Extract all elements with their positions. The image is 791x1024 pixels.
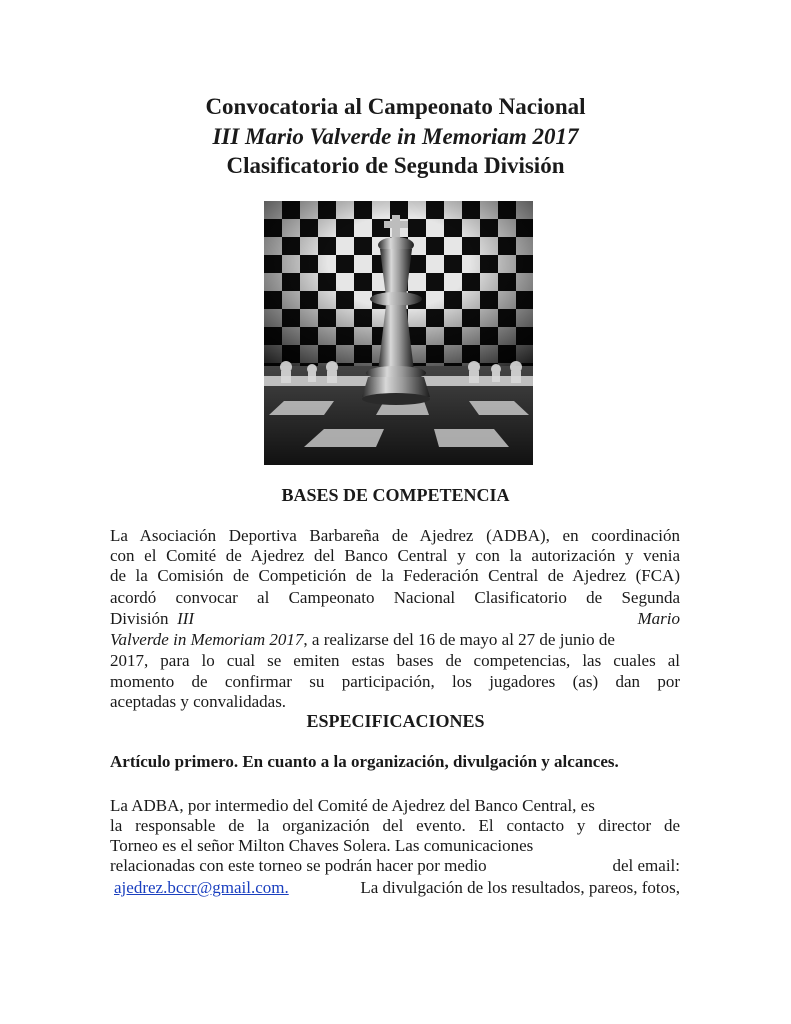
document-subtitle: III Mario Valverde in Memoriam 2017 xyxy=(212,124,579,149)
text-fragment: Valverde in Memoriam 2017 xyxy=(110,630,304,649)
text-fragment: Mario xyxy=(637,609,680,628)
text-fragment: División xyxy=(110,609,169,628)
article-title: Artículo primero. En cuanto a la organización, divulgación y alcances. xyxy=(110,752,619,771)
bases-heading: BASES DE COMPETENCIA xyxy=(281,485,510,505)
text-line: aceptadas y convalidadas. xyxy=(110,692,287,711)
document-title: Convocatoria al Campeonato Nacional xyxy=(205,94,586,119)
chess-king-image xyxy=(264,201,533,465)
text-fragment: del email: xyxy=(612,856,680,875)
text-line xyxy=(110,630,680,650)
text-fragment: III xyxy=(177,609,195,628)
text-fragment: La divulgación de los resultados, pareos, fotos, xyxy=(360,878,680,897)
text-line: 2017, para lo cual se emiten estas bases de competencias, las cuales al xyxy=(110,651,680,670)
chess-king-icon xyxy=(264,201,533,465)
text-line: la responsable de la organización del evento. El contacto y director de xyxy=(110,816,680,835)
text-line xyxy=(110,609,680,629)
document-subtitle-division: Clasificatorio de Segunda División xyxy=(226,153,565,178)
especificaciones-heading: ESPECIFICACIONES xyxy=(306,711,485,731)
text-line: Torneo es el señor Milton Chaves Solera. Las comunicaciones xyxy=(110,836,534,855)
text-line: La Asociación Deportiva Barbareña de Ajedrez (ADBA), en coordinación xyxy=(110,526,680,545)
email-link[interactable]: ajedrez.bccr@gmail.com. xyxy=(114,878,289,897)
text-fragment: , a realizarse del 16 de mayo al 27 de junio de xyxy=(303,630,615,649)
text-line: momento de confirmar su participación, los jugadores (as) dan por xyxy=(110,672,680,691)
text-fragment: relacionadas con este torneo se podrán hacer por medio xyxy=(110,856,487,875)
text-line: La ADBA, por intermedio del Comité de Ajedrez del Banco Central, es xyxy=(110,796,595,815)
text-line: acordó convocar al Campeonato Nacional Clasificatorio de Segunda xyxy=(110,588,680,607)
text-line: de la Comisión de Competición de la Federación Central de Ajedrez (FCA) xyxy=(110,566,680,585)
text-line: con el Comité de Ajedrez del Banco Central y con la autorización y venia xyxy=(110,546,680,565)
